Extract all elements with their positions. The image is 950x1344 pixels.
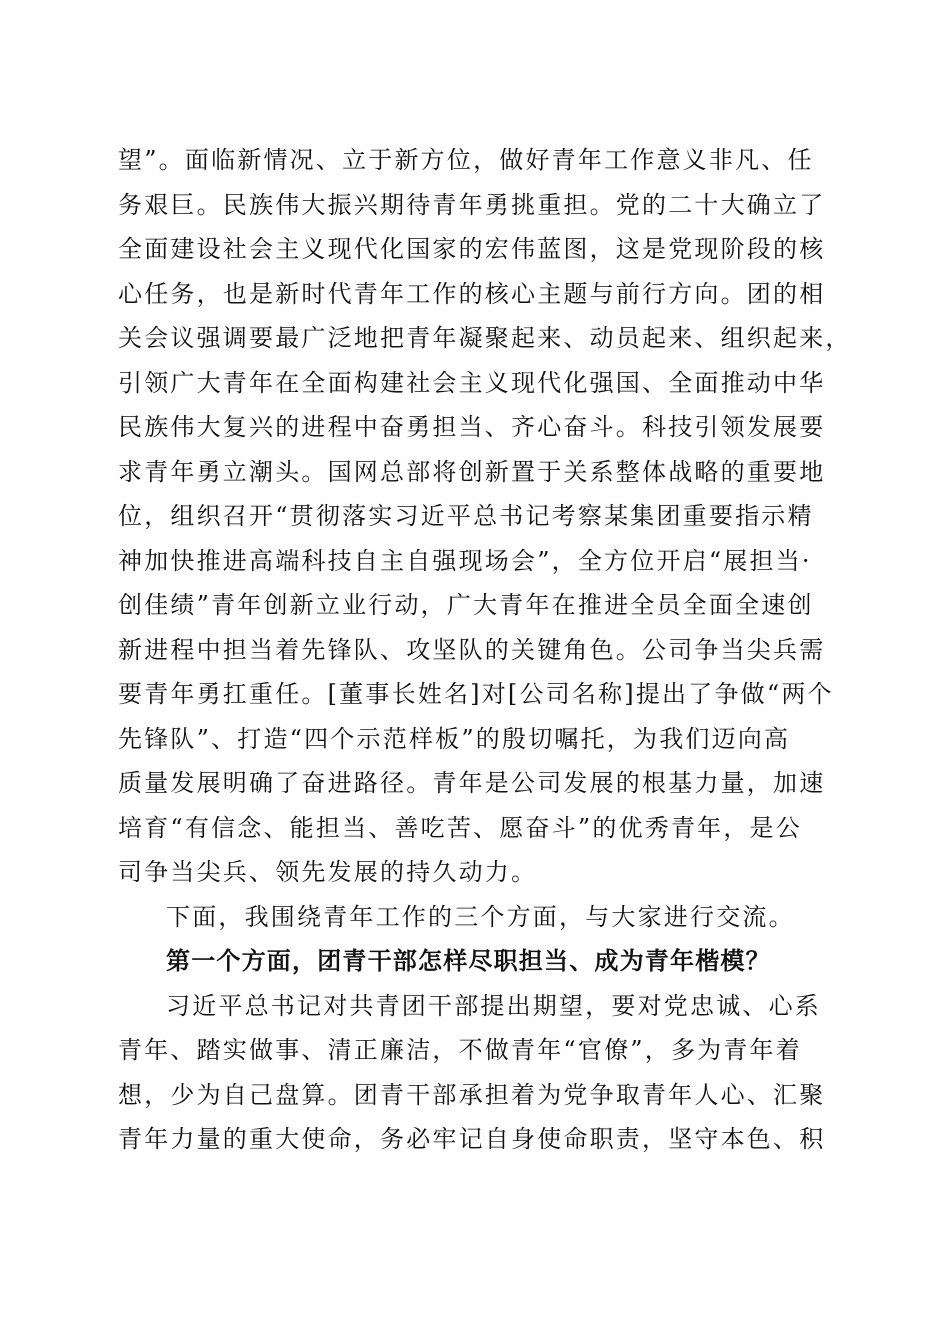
text-line: 新进程中担当着先锋队、攻坚队的关键角色。公司争当尖兵需 [118,635,826,664]
paragraph-2 [118,895,838,940]
text-line: 引领广大青年在全面构建社会主义现代化强国、全面推动中华 [118,368,826,397]
text-line: 务艰巨。民族伟大振兴期待青年勇挑重担。党的二十大确立了 [118,190,826,219]
heading-line: 第一个方面，团青干部怎样尽职担当、成为青年楷模？ [166,947,771,975]
paragraph-3 [118,984,838,1162]
text-line: 想，少为自己盘算。团青干部承担着为党争取青年人心、汇聚 [118,1080,826,1109]
text-line: 神加快推进高端科技自主自强现场会”，全方位开启“展担当· [118,546,812,575]
section-heading [118,939,838,984]
text-line: 下面，我围绕青年工作的三个方面，与大家进行交流。 [166,902,795,931]
text-line: 司争当尖兵、领先发展的持久动力。 [118,858,538,886]
text-line: 习近平总书记对共青团干部提出期望，要对党忠诚、心系 [166,991,821,1020]
text-line: 先锋队”、打造“四个示范样板”的殷切嘱托，为我们迈向高 [118,724,791,753]
text-line: 青年、踏实做事、清正廉洁，不做青年“官僚”，多为青年着 [118,1036,802,1064]
text-line: 质量发展明确了奋进路径。青年是公司发展的根基力量，加速 [118,769,826,797]
document-body [118,138,852,1162]
text-line: 要青年勇扛重任。[董事长姓名]对[公司名称]提出了争做“两个 [118,680,834,708]
text-line: 培育“有信念、能担当、善吃苦、愿奋斗”的优秀青年，是公 [118,813,802,842]
text-line: 青年力量的重大使命，务必牢记自身使命职责，坚守本色、积 [118,1125,826,1153]
paragraph-1 [118,138,852,895]
text-line: 位，组织召开“贯彻落实习近平总书记考察某集团重要指示精 [118,502,814,530]
text-line: 全面建设社会主义现代化国家的宏伟蓝图，这是党现阶段的核 [118,235,826,263]
text-line: 望”。面临新情况、立于新方位，做好青年工作意义非凡、任 [118,146,814,174]
text-line: 民族伟大复兴的进程中奋勇担当、齐心奋斗。科技引领发展要 [118,413,826,441]
text-line: 关会议强调要最广泛地把青年凝聚起来、动员起来、组织起来， [118,324,852,352]
text-line: 求青年勇立潮头。国网总部将创新置于关系整体战略的重要地 [118,457,826,486]
text-line: 心任务，也是新时代青年工作的核心主题与前行方向。团的相 [118,279,826,308]
text-line: 创佳绩”青年创新立业行动，广大青年在推进全员全面全速创 [118,591,814,619]
